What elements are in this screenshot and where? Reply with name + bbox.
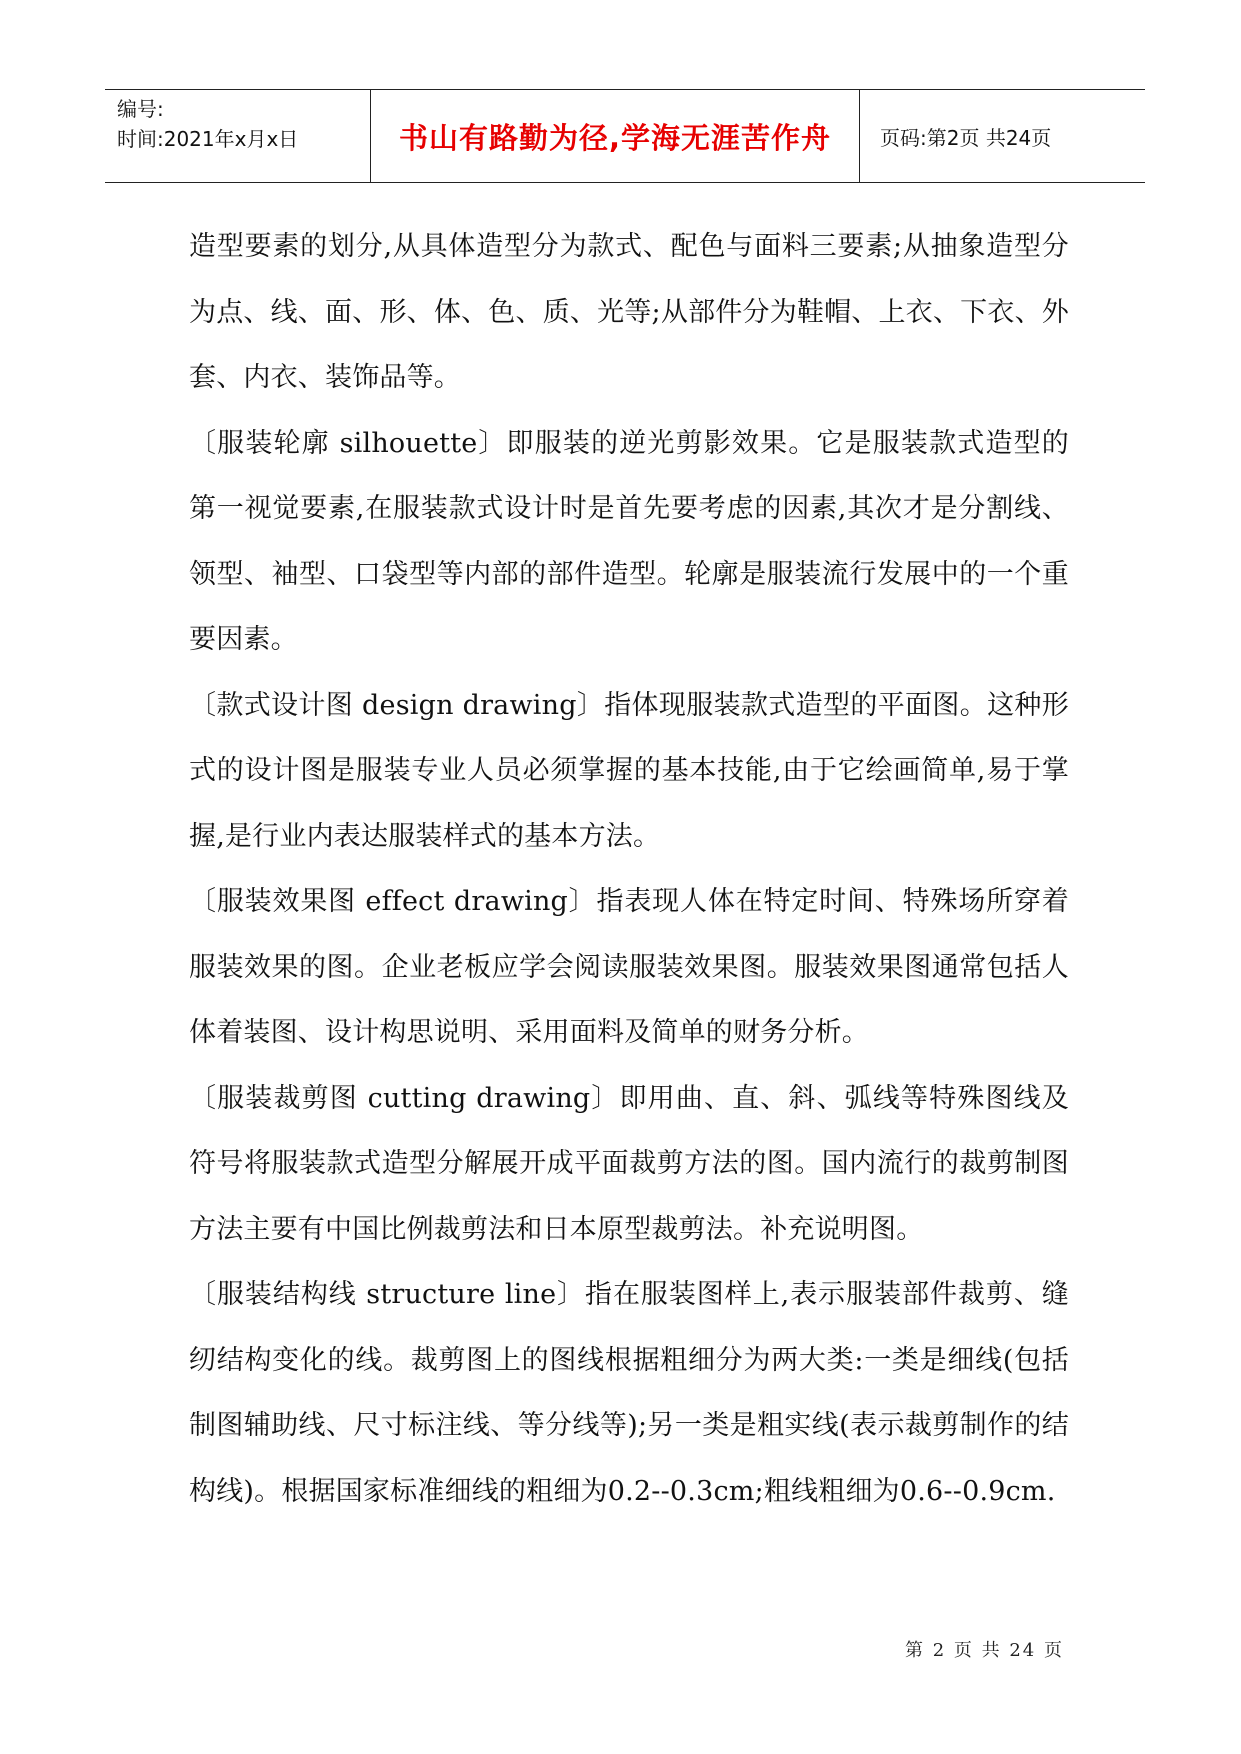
document-body	[189, 214, 1069, 1524]
paragraph-cutting-drawing: 〔服装裁剪图 cutting drawing〕即用曲、直、斜、弧线等特殊图线及符号将服装款式造型分解展开成平面裁剪方法的图。国内流行的裁剪制图方法主要有中国比例裁剪法和日本原型裁剪法。补充说明图。	[189, 1082, 1069, 1245]
paragraph-silhouette: 〔服装轮廓 silhouette〕即服装的逆光剪影效果。它是服装款式造型的第一视觉要素,在服装款式设计时是首先要考虑的因素,其次才是分割线、领型、袖型、口袋型等内部的部件造型。轮廓是服装流行发展中的一个重要因素。	[189, 427, 1069, 655]
page-footer: 第 2 页 共 24 页	[905, 1640, 1064, 1661]
paragraph-design-drawing: 〔款式设计图 design drawing〕指体现服装款式造型的平面图。这种形式的设计图是服装专业人员必须掌握的基本技能,由于它绘画简单,易于掌握,是行业内表达服装样式的基本方法。	[189, 689, 1069, 852]
header-motto: 书山有路勤为径,学海无涯苦作舟	[398, 120, 832, 155]
document-header	[105, 89, 1145, 183]
header-motto-cell	[370, 90, 860, 182]
paragraph-styling-elements: 造型要素的划分,从具体造型分为款式、配色与面料三要素;从抽象造型分为点、线、面、形、体、色、质、光等;从部件分为鞋帽、上衣、下衣、外套、内衣、装饰品等。	[189, 231, 1069, 393]
date-label: 时间:2021年x月x日	[117, 127, 299, 151]
paragraph-structure-line: 〔服装结构线 structure line〕指在服装图样上,表示服装部件裁剪、缝纫结构变化的线。裁剪图上的图线根据粗细分为两大类:一类是细线(包括制图辅助线、尺寸标注线、等分线等);另一类是粗实线(表示裁剪制作的结构线)。根据国家标准细线的粗细为0.2--0.3cm;粗线粗细为0.6--0.9cm.	[189, 1279, 1069, 1507]
header-info-cell	[105, 90, 370, 182]
header-page-code: 页码:第2页 共24页	[880, 125, 1052, 150]
header-page-cell	[860, 90, 1145, 182]
paragraph-effect-drawing: 〔服装效果图 effect drawing〕指表现人体在特定时间、特殊场所穿着服装效果的图。企业老板应学会阅读服装效果图。服装效果图通常包括人体着装图、设计构思说明、采用面料及简单的财务分析。	[189, 886, 1069, 1048]
serial-number-label: 编号:	[117, 97, 164, 121]
